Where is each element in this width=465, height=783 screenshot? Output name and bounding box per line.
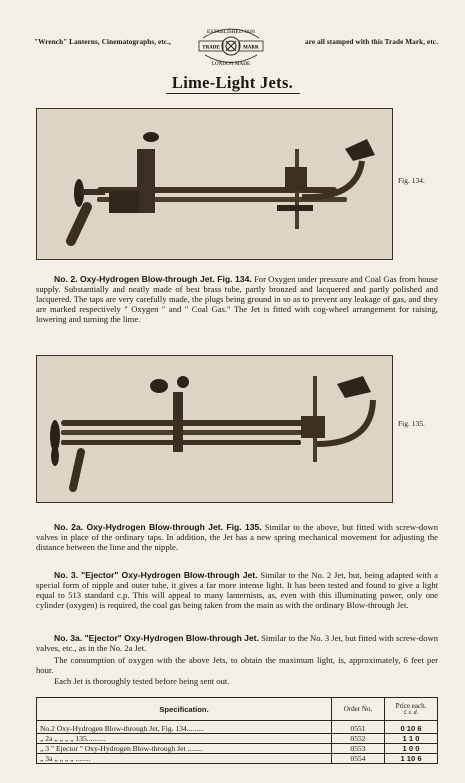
paragraph-consumption: The consumption of oxygen with the above Jets, to obtain the maximum light, is, approximately, 6 feet per hour.	[36, 655, 438, 675]
paragraph-no-2	[36, 275, 438, 325]
row-price: 0 10 6	[385, 721, 438, 734]
paragraph-no-3a-body: Similar to the No. 3 Jet, but fitted with screw-down valves, etc., as in the No. 2a Jet.	[36, 633, 439, 653]
header-left-text: "Wrench" Lanterns, Cinematographs, etc.,	[34, 38, 171, 46]
specification-table	[36, 697, 438, 764]
paragraph-no-2a-heading: No. 2a. Oxy-Hydrogen Blow-through Jet. Fig. 135.	[54, 522, 262, 532]
figure-135-label: Fig. 135.	[398, 419, 425, 428]
row-order-no: 0554	[332, 754, 385, 764]
row-price: 1 10 6	[385, 754, 438, 764]
paragraph-no-3-body: Similar to the No. 2 Jet, but, being adapted with a special form of nipple and outer tube, it gives a far more intense light. It has been tested and found to give a light equal to 513 standard c.p. This will appeal to many lanternists, as, even with this illuminating power, only one cylinder (oxygen) is required, the coal gas being taken from the main as with the ordinary Blow-through Jet.	[36, 570, 438, 610]
order-no-header: Order No.	[332, 698, 385, 721]
row-order-no: 0552	[332, 734, 385, 744]
row-price: 1 0 0	[385, 744, 438, 754]
figure-134-label: Fig. 134.	[398, 176, 425, 185]
table-row	[37, 744, 438, 754]
paragraph-tested: Each Jet is thoroughly tested before being sent out.	[54, 676, 230, 686]
trademark-top-text: ESTABLISHED 1816	[207, 29, 255, 35]
header-right-text: are all stamped with this Trade Mark, etc.	[305, 38, 438, 46]
table-row	[37, 734, 438, 744]
paragraph-no-3a	[36, 634, 438, 654]
price-units-label: £ s. d.	[403, 710, 419, 716]
figure-135-image	[36, 355, 393, 503]
row-price: 1 1 0	[385, 734, 438, 744]
paragraph-no-3a-heading: No. 3a. "Ejector" Oxy-Hydrogen Blow-through Jet.	[54, 633, 259, 643]
row-order-no: 0553	[332, 744, 385, 754]
specification-header-row	[37, 698, 438, 721]
jet-illustration-135	[37, 356, 392, 502]
paragraph-no-2-body: For Oxygen under pressure and Coal Gas from house supply. Substantially and neatly made of best brass tube, partly bronzed and lacquered and partly polished and lacquered. The taps are very carefully made, the plugs being ground in so as to prevent any leakage of gas, and they are marked respectively " Oxygen " and " Coal Gas." The Jet is fitted with cog-wheel arrangement for raising, lowering and turning the lime.	[36, 274, 438, 324]
paragraph-no-3	[36, 571, 438, 611]
title-underline	[166, 93, 300, 94]
specification-header: Specification.	[37, 698, 332, 721]
row-order-no: 0551	[332, 721, 385, 734]
paragraph-no-3-heading: No. 3. "Ejector" Oxy-Hydrogen Blow-through Jet.	[54, 570, 258, 580]
row-description: „ 3a „ „ „ „ ........	[37, 754, 332, 764]
price-header	[385, 698, 438, 721]
jet-illustration-134	[37, 109, 392, 259]
paragraph-no-2-heading: No. 2. Oxy-Hydrogen Blow-through Jet. Fig. 134.	[54, 274, 252, 284]
row-description: No.2 Oxy-Hydrogen Blow-through Jet, Fig. 134.........	[37, 721, 332, 734]
paragraph-no-2a	[36, 523, 438, 553]
trademark-bottom-text: LONDON MADE	[211, 61, 251, 67]
page-title: Lime-Light Jets.	[171, 73, 294, 92]
row-description: „ 3 " Ejector " Oxy-Hydrogen Blow-through Jet ........	[37, 744, 332, 754]
trademark-logo	[195, 22, 267, 70]
table-row	[37, 754, 438, 764]
row-description: „ 2a „ „ „ „ 135..........	[37, 734, 332, 744]
table-row	[37, 721, 438, 734]
price-each-label: Price each.	[395, 702, 427, 710]
trademark-right-text: MARK	[243, 45, 259, 51]
figure-134-image	[36, 108, 393, 260]
trademark-left-text: TRADE	[202, 45, 220, 51]
paragraph-no-2a-body: Similar to the above, but fitted with screw-down valves in place of the ordinary taps. In addition, the Jet has a new spring mechanical movement for adjusting the distance between the lime and the nipple.	[36, 522, 438, 552]
